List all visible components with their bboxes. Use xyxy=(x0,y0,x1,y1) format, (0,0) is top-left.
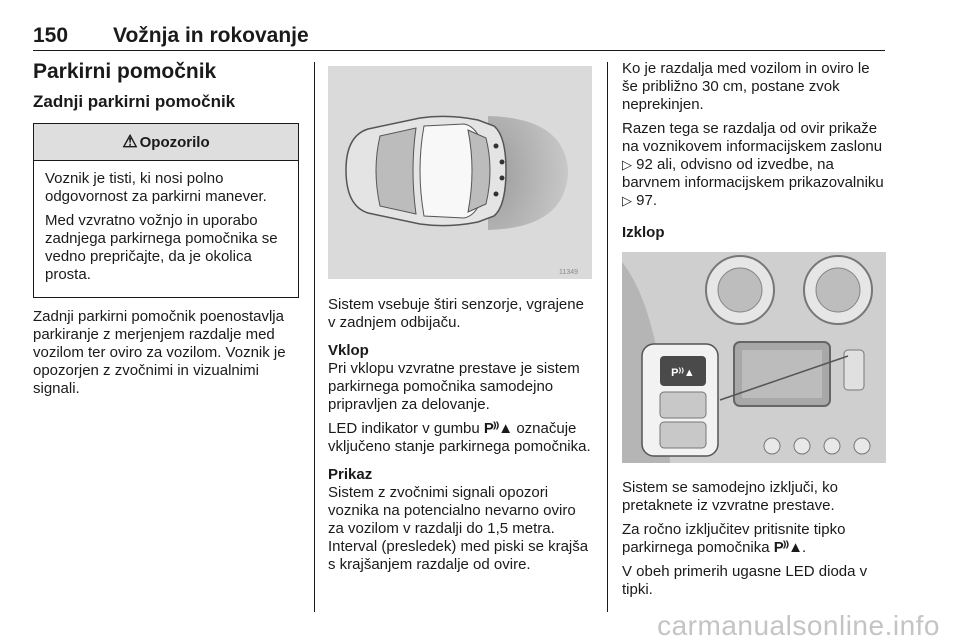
heading-vklop: Vklop xyxy=(328,342,369,359)
watermark: carmanualsonline.info xyxy=(657,610,940,641)
cross-reference-icon: ▷ xyxy=(622,193,632,208)
park-assist-icon: P⁾⁾▲ xyxy=(773,539,802,556)
body-paragraph xyxy=(622,120,886,210)
warning-body xyxy=(34,161,298,297)
dashboard-button-illustration xyxy=(622,252,886,463)
text-run: označuje vključeno stanje parkirnega pomočnika. xyxy=(328,420,591,455)
body-paragraph: Sistem vsebuje štiri senzorje, vgrajene v zadnjem odbijaču. xyxy=(328,296,584,331)
car-top-view-graphic xyxy=(328,66,592,279)
body-paragraph xyxy=(328,420,592,456)
svg-text:11349: 11349 xyxy=(559,269,578,276)
body-paragraph: Zadnji parkirni pomočnik poenostavlja parkiranje z merjenjem razdalje med vozilom ter oviro za vozilom. Voznik je opozorjen z zvočnimi in vizualnimi signali. xyxy=(33,308,286,397)
cross-reference-icon: ▷ xyxy=(622,157,632,172)
warning-header xyxy=(34,124,298,161)
dashboard-graphic xyxy=(622,252,886,463)
heading-izklop: Izklop xyxy=(622,224,665,241)
warning-icon: ⚠ xyxy=(122,132,138,151)
text-run: 92 ali, xyxy=(636,156,677,173)
body-paragraph: Za ročno izključitev pritisnite tipko parkirnega pomočnika P⁾⁾▲. xyxy=(622,521,846,556)
heading-prikaz: Prikaz xyxy=(328,466,373,483)
section-title: Parkirni pomočnik xyxy=(33,60,217,83)
page-number: 150 xyxy=(33,24,69,47)
text-run: 97. xyxy=(636,192,658,209)
text-run: Za ročno izključitev pritisnite tipko parkirnega pomočnika xyxy=(622,521,846,556)
svg-text:P⁾⁾▲: P⁾⁾▲ xyxy=(671,367,695,379)
subsection-title: Zadnji parkirni pomočnik xyxy=(33,92,236,111)
chapter-title: Vožnja in rokovanje xyxy=(113,24,309,47)
column-left xyxy=(33,60,299,398)
warning-text: Voznik je tisti, ki nosi polno odgovornost za parkirni manever. xyxy=(45,170,267,205)
column-middle xyxy=(328,60,592,574)
column-right xyxy=(622,60,886,599)
text-run: odvisno od izvedbe, na barvnem informacijskem prikazovalniku xyxy=(622,156,884,191)
page-header xyxy=(33,20,885,51)
warning-box xyxy=(33,123,299,298)
body-paragraph: Sistem se samodejno izključi, ko pretaknete iz vzvratne prestave. xyxy=(622,479,838,514)
warning-title: Opozorilo xyxy=(139,133,210,151)
text-run: LED indikator v gumbu xyxy=(328,420,480,437)
car-sensor-illustration xyxy=(328,66,592,279)
body-paragraph: V obeh primerih ugasne LED dioda v tipki. xyxy=(622,563,868,598)
park-assist-icon: P⁾⁾▲ xyxy=(483,420,513,437)
column-divider xyxy=(314,62,315,612)
body-paragraph: Pri vklopu vzvratne prestave je sistem parkirnega pomočnika samodejno pripravljen za delovanje. xyxy=(328,360,580,413)
body-paragraph: Ko je razdalja med vozilom in oviro le še približno 30 cm, postane zvok neprekinjen. xyxy=(622,60,870,113)
column-divider xyxy=(607,62,608,612)
text-run: Razen tega se razdalja od ovir prikaže na voznikovem informacijskem zaslonu xyxy=(622,120,883,155)
body-paragraph: Sistem z zvočnimi signali opozori voznika na potencialno nevarno oviro za vozilom v razdalji do 1,5 metra. Interval (presledek) med piski se krajša s krajšanjem razdalje od ovire. xyxy=(328,484,589,573)
warning-text: Med vzvratno vožnjo in uporabo zadnjega parkirnega pomočnika se vedno prepričajte, da je okolica prosta. xyxy=(45,212,278,283)
